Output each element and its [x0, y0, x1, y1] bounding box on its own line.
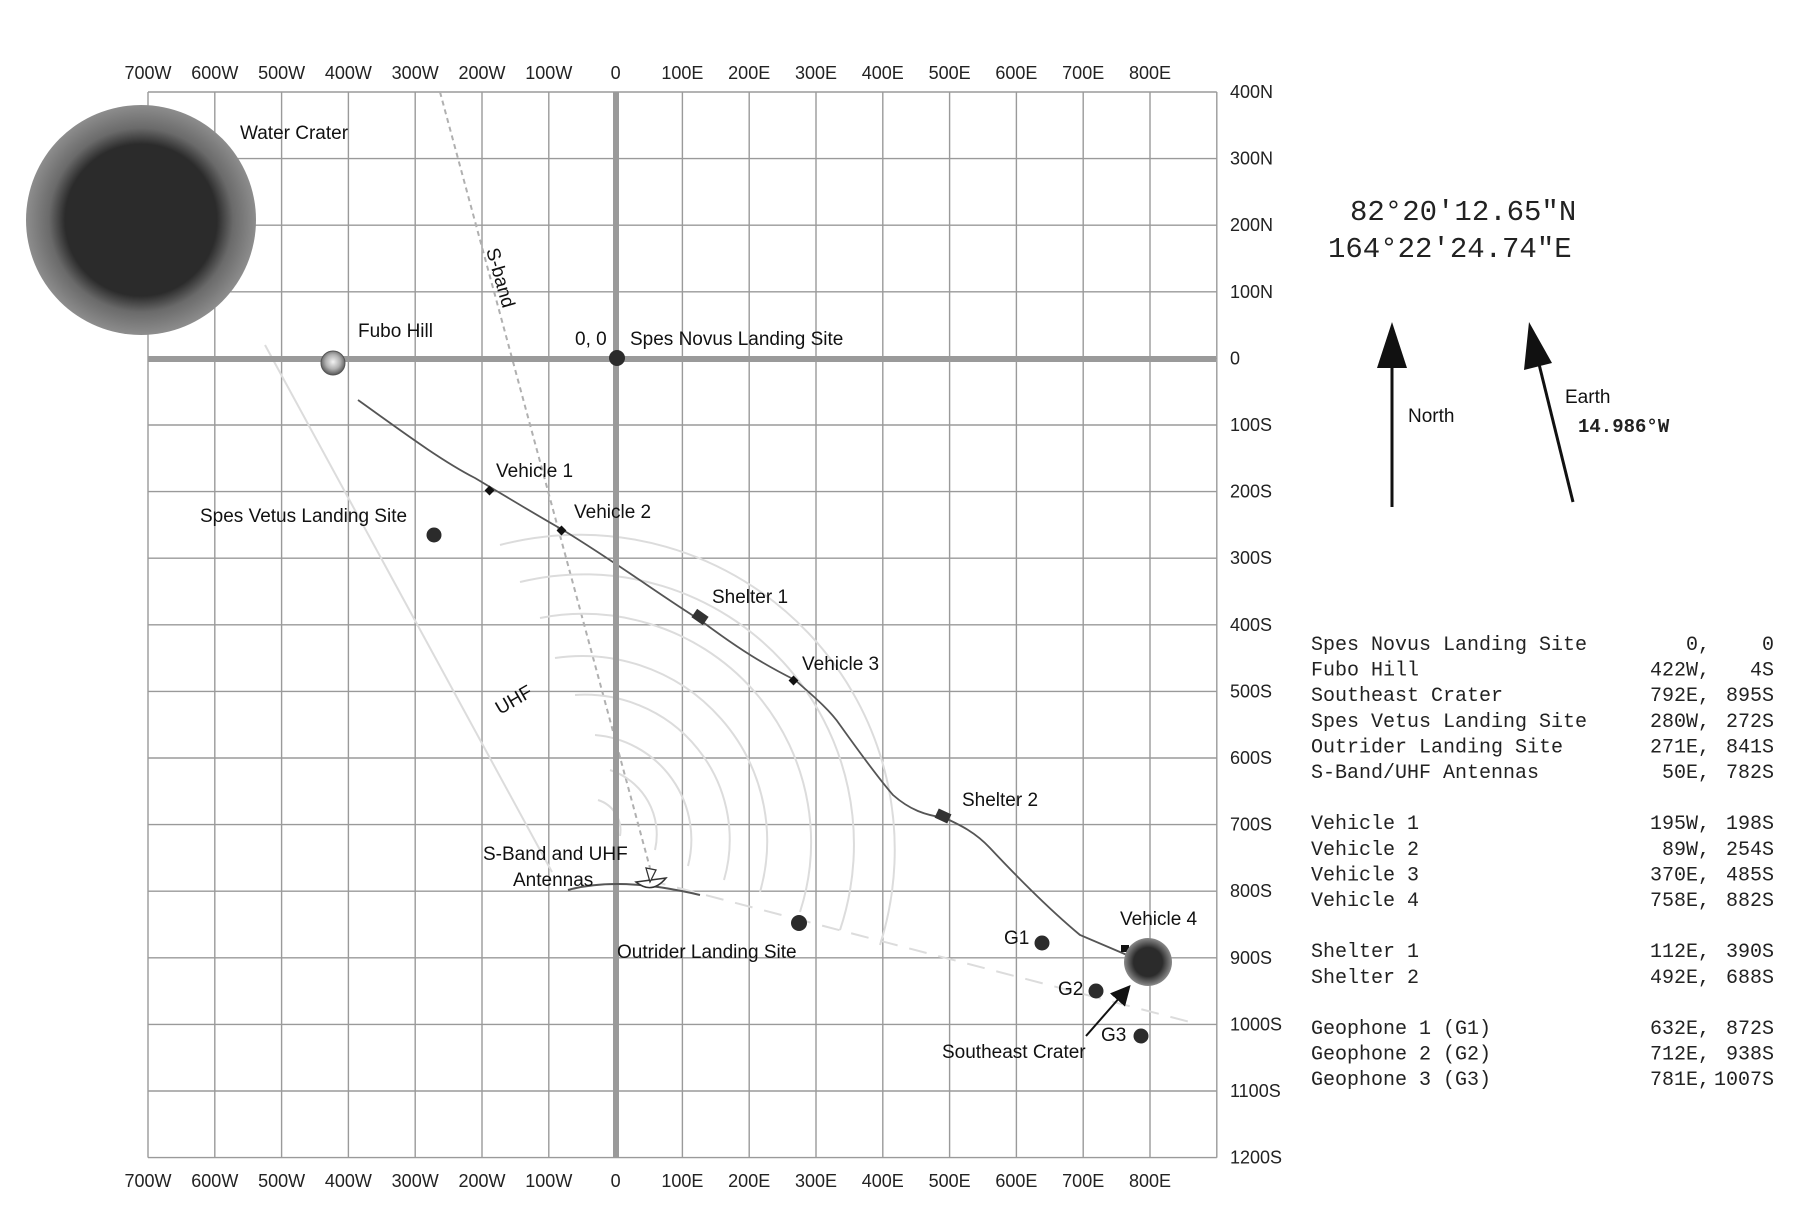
- y-tick-label: 0: [1230, 348, 1241, 369]
- legend-name: Geophone 2 (G2): [1311, 1043, 1492, 1067]
- x-tick-label: 100W: [525, 63, 573, 83]
- x-tick-label: 600E: [995, 1171, 1038, 1191]
- sband-label: S-band: [481, 245, 519, 311]
- longitude-text: 164°22′24.74″E: [1328, 233, 1572, 266]
- spes-novus-marker: [609, 350, 625, 366]
- y-tick-label: 400S: [1230, 614, 1273, 635]
- legend-y: 198S: [1725, 813, 1774, 837]
- x-tick-label: 600W: [191, 63, 239, 83]
- legend-x: 0,: [1685, 634, 1710, 657]
- legend-name: Fubo Hill: [1311, 659, 1420, 683]
- vehicle-2-label: Vehicle 2: [574, 502, 652, 523]
- legend-name: Vehicle 4: [1311, 890, 1420, 913]
- y-tick-label: 900S: [1230, 947, 1273, 968]
- legend-name: Vehicle 1: [1311, 813, 1420, 837]
- water-crater-label: Water Crater: [240, 123, 349, 144]
- y-tick-label: 200N: [1230, 215, 1274, 236]
- x-tick-label: 100E: [661, 1171, 704, 1191]
- y-tick-label: 1200S: [1230, 1147, 1283, 1168]
- legend-x: 422W,: [1649, 659, 1710, 683]
- legend-name: Shelter 2: [1311, 966, 1420, 990]
- legend-x: 89W,: [1661, 838, 1710, 862]
- x-tick-label: 0: [610, 1171, 621, 1191]
- x-tick-label: 800E: [1128, 1171, 1172, 1191]
- y-tick-label: 200S: [1230, 481, 1273, 502]
- x-tick-label: 800E: [1128, 63, 1172, 83]
- x-tick-label: 0: [610, 63, 621, 83]
- earth-arrow-icon: [1524, 322, 1573, 502]
- g1-label: G1: [1004, 928, 1030, 949]
- legend-y: 782S: [1725, 762, 1774, 785]
- southeast-crater: [1124, 938, 1172, 986]
- x-tick-label: 200W: [458, 1171, 506, 1191]
- x-tick-label: 600W: [191, 1171, 239, 1191]
- legend-y: 872S: [1725, 1018, 1774, 1041]
- legend-x: 50E,: [1661, 762, 1710, 785]
- x-tick-label: 500W: [258, 63, 306, 83]
- x-tick-label: 300E: [794, 63, 838, 83]
- x-tick-label: 200E: [728, 1171, 771, 1191]
- y-tick-label: 100N: [1230, 281, 1274, 302]
- legend-x: 195W,: [1649, 813, 1710, 837]
- vehicle-3-label: Vehicle 3: [802, 654, 880, 675]
- x-tick-label: 300W: [391, 1171, 439, 1191]
- y-tick-label: 800S: [1230, 881, 1273, 902]
- legend-name: Vehicle 3: [1311, 864, 1420, 888]
- x-tick-label: 200E: [728, 63, 771, 83]
- x-tick-label: 500E: [928, 1171, 971, 1191]
- x-tick-label: 700W: [124, 63, 172, 83]
- legend-x: 492E,: [1649, 966, 1710, 990]
- x-tick-label: 400E: [861, 1171, 904, 1191]
- legend-name: Spes Vetus Landing Site: [1311, 710, 1588, 734]
- legend-name: Spes Novus Landing Site: [1311, 634, 1588, 657]
- g2-label: G2: [1058, 979, 1084, 1000]
- x-tick-label: 200W: [458, 63, 506, 83]
- legend-x: 712E,: [1649, 1043, 1710, 1067]
- legend-name: Shelter 1: [1311, 941, 1420, 965]
- y-tick-label: 600S: [1230, 748, 1273, 768]
- legend-x: 280W,: [1649, 710, 1710, 734]
- x-tick-label: 300E: [794, 1171, 838, 1191]
- uhf-label: UHF: [492, 681, 537, 720]
- legend-name: Southeast Crater: [1311, 685, 1504, 709]
- x-tick-label: 700W: [124, 1171, 172, 1191]
- x-tick-label: 500E: [928, 63, 971, 83]
- coordinate-legend: [1311, 634, 1774, 1092]
- legend-y: 882S: [1725, 890, 1774, 913]
- earth-label: Earth: [1565, 387, 1611, 408]
- vehicle-4-label: Vehicle 4: [1120, 909, 1198, 930]
- legend-x: 758E,: [1649, 890, 1710, 913]
- legend-y: 485S: [1725, 864, 1774, 888]
- antennas-label-line1: S-Band and UHF: [483, 844, 628, 865]
- g2-marker: [1089, 984, 1104, 999]
- spes-vetus-marker: [427, 528, 442, 543]
- legend-y: 390S: [1725, 941, 1774, 965]
- earth-bearing: 14.986°W: [1578, 416, 1670, 438]
- spes-novus-label: Spes Novus Landing Site: [630, 329, 844, 350]
- y-tick-label: 300N: [1230, 148, 1274, 169]
- legend-x: 271E,: [1649, 736, 1710, 760]
- g3-label: G3: [1101, 1025, 1127, 1046]
- x-tick-label: 100W: [525, 1171, 573, 1191]
- legend-y: 0: [1761, 634, 1774, 657]
- water-crater: [26, 105, 256, 335]
- vehicle-1-label: Vehicle 1: [496, 461, 574, 482]
- legend-name: Geophone 3 (G3): [1311, 1069, 1492, 1093]
- legend-x: 112E,: [1649, 941, 1710, 965]
- x-tick-label: 500W: [258, 1171, 306, 1191]
- x-tick-label: 300W: [391, 63, 439, 83]
- southeast-crater-label: Southeast Crater: [942, 1042, 1086, 1063]
- g1-marker: [1035, 936, 1050, 951]
- vehicle-1-marker: [485, 486, 495, 496]
- legend-y: 938S: [1725, 1043, 1774, 1067]
- fubo-hill-label: Fubo Hill: [358, 321, 433, 342]
- x-ticks-bottom: [124, 1171, 1171, 1191]
- legend-y: 1007S: [1713, 1069, 1774, 1093]
- antennas-label-line2: Antennas: [513, 870, 594, 891]
- north-label: North: [1408, 406, 1455, 427]
- y-tick-label: 300S: [1230, 548, 1273, 569]
- shelter-1-label: Shelter 1: [712, 587, 789, 608]
- outrider-marker: [791, 915, 807, 931]
- outrider-label: Outrider Landing Site: [617, 942, 797, 963]
- legend-name: S-Band/UHF Antennas: [1311, 762, 1540, 785]
- origin-label: 0, 0: [575, 329, 607, 350]
- shelter-2-label: Shelter 2: [962, 790, 1039, 811]
- legend-x: 632E,: [1649, 1018, 1710, 1041]
- x-tick-label: 400E: [861, 63, 904, 83]
- legend-y: 254S: [1725, 838, 1774, 862]
- x-tick-label: 100E: [661, 63, 704, 83]
- legend-x: 370E,: [1649, 864, 1710, 888]
- uhf-coverage: [265, 345, 1190, 1022]
- x-tick-label: 700E: [1062, 1171, 1105, 1191]
- legend-name: Geophone 1 (G1): [1311, 1018, 1492, 1041]
- legend-x: 781E,: [1649, 1069, 1710, 1093]
- spes-vetus-label: Spes Vetus Landing Site: [200, 506, 408, 527]
- legend-x: 792E,: [1649, 685, 1710, 709]
- legend-y: 841S: [1725, 736, 1774, 760]
- x-tick-label: 400W: [324, 1171, 372, 1191]
- y-tick-label: 1100S: [1230, 1081, 1281, 1101]
- y-tick-label: 500S: [1230, 681, 1273, 702]
- x-tick-label: 400W: [324, 63, 372, 83]
- legend-name: Vehicle 2: [1311, 838, 1420, 862]
- y-tick-label: 400N: [1230, 82, 1274, 102]
- legend-y: 895S: [1725, 685, 1774, 709]
- legend-y: 4S: [1749, 659, 1774, 683]
- x-ticks-top: [124, 63, 1171, 83]
- y-tick-label: 100S: [1230, 415, 1273, 435]
- x-tick-label: 600E: [995, 63, 1038, 83]
- y-tick-label: 1000S: [1230, 1014, 1283, 1035]
- g3-marker: [1134, 1029, 1149, 1044]
- shelter-1-marker: [691, 609, 708, 625]
- legend-y: 688S: [1725, 966, 1774, 990]
- x-tick-label: 700E: [1062, 63, 1105, 83]
- y-tick-label: 700S: [1230, 814, 1273, 835]
- legend-name: Outrider Landing Site: [1311, 736, 1564, 760]
- north-arrow-icon: [1377, 322, 1407, 507]
- latitude-text: 82°20′12.65″N: [1350, 196, 1577, 229]
- fubo-hill-marker: [321, 351, 345, 375]
- y-ticks: [1230, 82, 1282, 1168]
- map-grid: [148, 92, 1217, 1158]
- legend-y: 272S: [1725, 710, 1774, 734]
